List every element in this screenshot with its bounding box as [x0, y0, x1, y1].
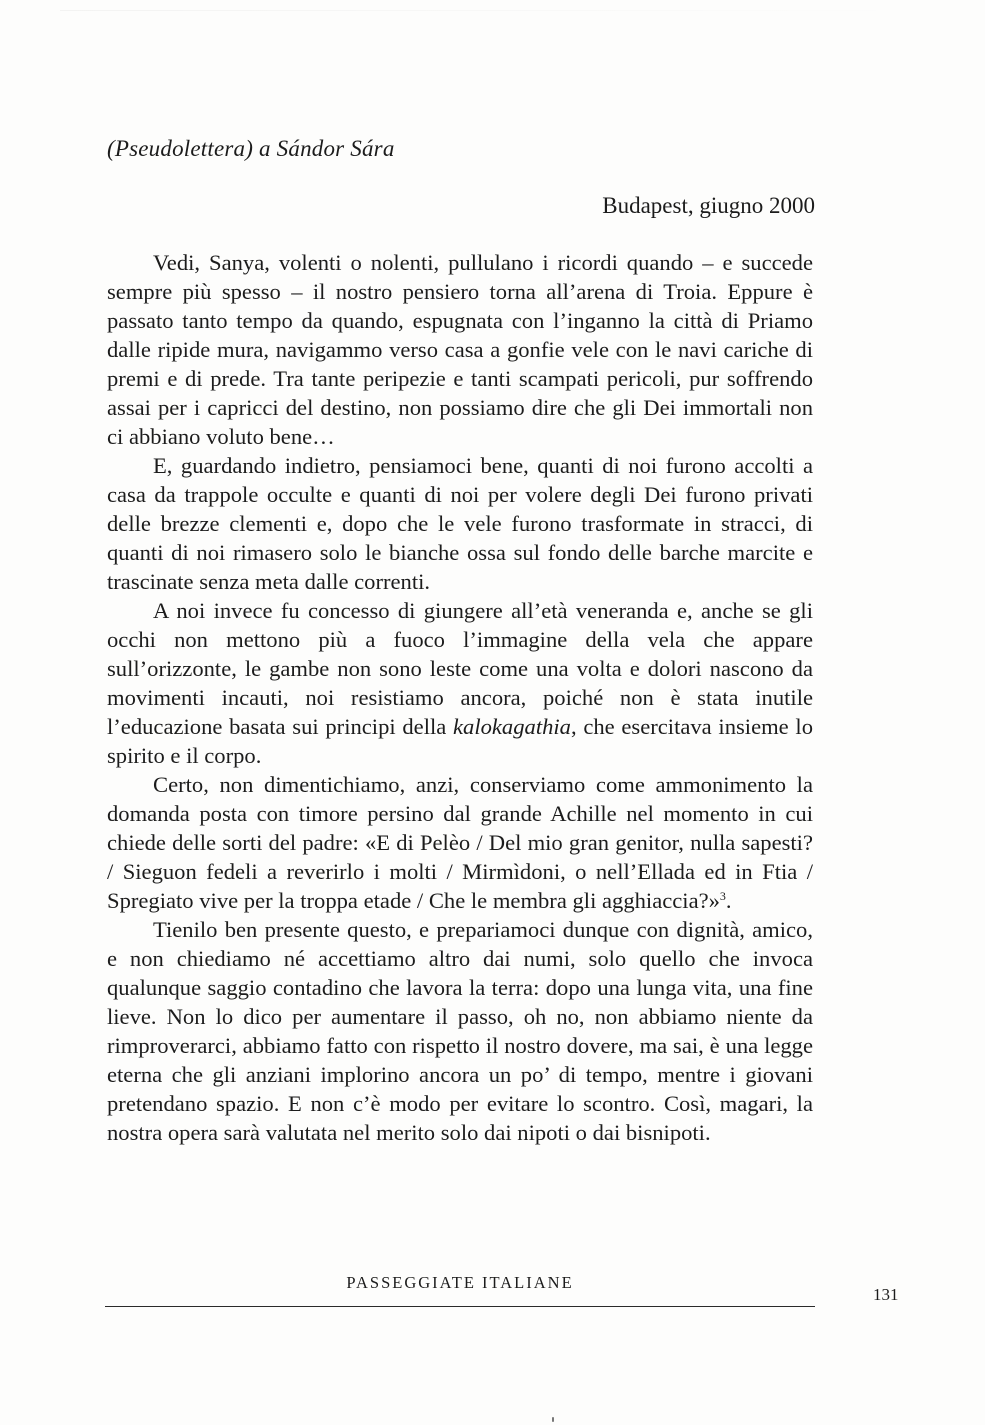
- paragraph-2: E, guardando indietro, pensiamoci bene, quanti di noi furono accolti a casa da trappole occulte e quanti di noi per volere degli Dei furono privati delle brezze clementi e, dopo che le vele furono trasformate in stracci, di quanti di noi rimasero solo le bianche ossa sul fondo delle barche marcite e trascinate senza meta dalle correnti.: [107, 453, 813, 594]
- scan-edge-mark: [60, 10, 920, 11]
- paragraph-4: [107, 770, 813, 915]
- letter-body: [107, 248, 813, 1147]
- dateline: Budapest, giugno 2000: [602, 193, 815, 218]
- paragraph-1: Vedi, Sanya, volenti o nolenti, pullulano i ricordi quando – e succede sempre più spesso – il nostro pensiero torna all’arena di Troia. Eppure è passato tanto tempo da quando, espugnata con l’inganno la città di Priamo dalle ripide mura, navigammo verso casa a gonfie vele con le navi cariche di premi e di prede. Tra tante peripezie e tanti scampati pericoli, pur soffrendo assai per i capricci del destino, non possiamo dire che gli Dei immortali non ci abbiano voluto bene…: [107, 250, 813, 449]
- paragraph-3: [107, 596, 813, 770]
- paragraph-3-text-after: , che esercitava insieme lo spirito e il corpo.: [107, 714, 813, 768]
- footer-rule: [105, 1306, 815, 1307]
- scan-speck: [552, 1417, 554, 1422]
- paragraph-3-text-before: A noi invece fu concesso di giungere all’età veneranda e, anche se gli occhi non mettono più a fuoco l’immagine della vela che appare sull’orizzonte, le gambe non sono leste come una volta e dolori nascono da movimenti incauti, noi resistiamo ancora, poiché non è stata inutile l’educazione basata sui principi della: [107, 598, 813, 739]
- paragraph-4-text-after: .: [725, 888, 732, 913]
- footnote-marker: 3: [719, 889, 726, 903]
- paragraph-4-text-before: Certo, non dimentichiamo, anzi, conserviamo come ammonimento la domanda posta con timore persino dal grande Achille nel momento in cui chiede delle sorti del padre: «E di Pelèo / Del mio gran genitor, nulla sapesti? / Sieguon fedeli a reverirlo i molti / Mirmìdoni, o nell’Ellada ed in Ftia / Spregiato vive per la troppa etade / Che le membra gli agghiaccia?»: [107, 772, 813, 913]
- page-number: 131: [873, 1285, 899, 1304]
- paragraph-5: Tienilo ben presente questo, e prepariamoci dunque con dignità, amico, e non chiediamo né accettiamo altro dai numi, solo quello che invoca qualunque saggio contadino che lavora la terra: dopo una lunga vita, una fine lieve. Non lo dico per aumentare il passo, oh no, non abbiamo niente da rimproverarci, abbiamo fatto con rispetto il nostro dovere, ma sai, è una legge eterna che gli anziani implorino ancora un po’ di tempo, mentre i giovani pretendano spazio. E non c’è modo per evitare lo scontro. Così, magari, la nostra opera sarà valutata nel merito solo dai nipoti o dai bisnipoti.: [107, 917, 813, 1145]
- letter-heading: (Pseudolettera) a Sándor Sára: [107, 136, 395, 161]
- paragraph-3-italic-term: kalokagathia: [453, 714, 571, 739]
- running-footer-title: PASSEGGIATE ITALIANE: [346, 1273, 574, 1292]
